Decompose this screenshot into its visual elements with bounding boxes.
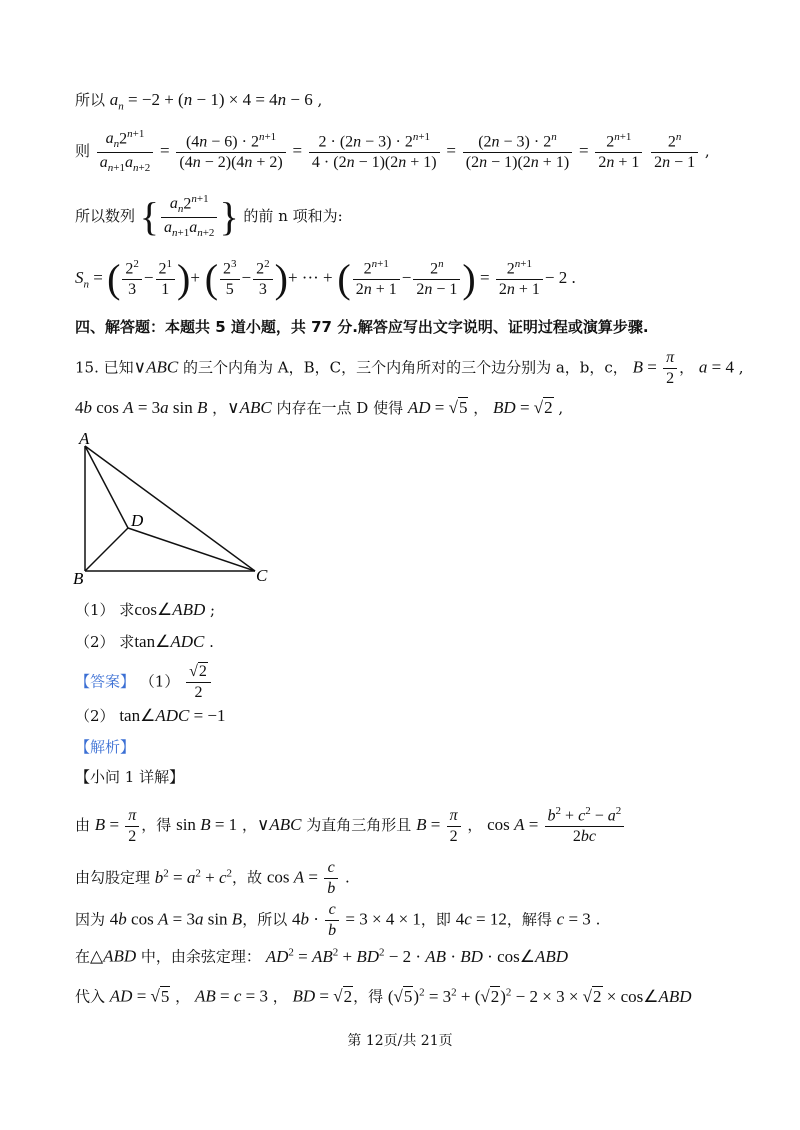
- side-AC: [85, 446, 255, 571]
- detail-label: 【小问 1 详解】: [75, 768, 185, 786]
- solution-step-4: 在△ABD 中，由余弦定理： $AD^2 = AB^2 + BD^2 - 2$ · AB · BD · cos∠ABD: [75, 946, 569, 966]
- label-A: A: [79, 429, 90, 448]
- section-heading: 四、解答题：本题共 5 道小题，共 77 分.解答应写出文字说明、证明过程或演算步骤.: [75, 318, 649, 336]
- analysis-label: 【解析】: [75, 738, 136, 756]
- answer-line-1: 【答案】 （1） $\frac{√2}{2}$: [75, 662, 213, 703]
- segment-DC: [128, 528, 255, 571]
- triangle-figure: [70, 428, 280, 588]
- solution-step-3: 因为 4b cos A = 3a sin B，所以 4b · $\frac{c}{b}$ = 3 × 4 × 1，即 4c = 12，解得 c = 3 .: [75, 901, 601, 939]
- question-15-line1: 15. 已知∨ABC 的三个内角为 A，B，C，三个内角所对的三个边分别为 a，b，c， B = $\frac{\pi}{2}$ ， a = 4 ,: [75, 349, 744, 387]
- solution-line-fraction-chain: 则 $\frac{a_n2^{n+1}}{a_{n+1}a_{n+2}}$ = $\frac{(4n - 6) \cdot 2^{n+1}}{(4n - 2)(4n + 2)}$ = $\frac{2 \cdot (2n - 3) \cdot 2^{n+1}}{4 \cdot (2n - 1)(2n + 1)}$ = $\frac{(2n - 3) \cdot 2^n}{(2n - 1)(2n + 1)}$ = $\frac{2^{n+1}}{2n + 1}$ $\frac{2^n}{2n - 1}$ ,: [75, 128, 710, 175]
- solution-step-5: 代入 AD = √5 ， AB = c = 3 ， BD = √2，得 $(√5)^2 = 3^2 + (√2)^2 - 2 \times 3 \times √2$ × cos∠ABD: [75, 986, 692, 1006]
- question-15-line2: 4b cos A = 3a sin B ，∨ABC 内存在一点 D 使得 AD = √5 ， BD = √2 ,: [75, 398, 564, 417]
- solution-line-sum: $S_n$ = ( $\frac{2^2}{3}$ − $\frac{2^1}{1}$ )+ ( $\frac{2^3}{5}$ − $\frac{2^2}{3}$ )+ ··· + ( $\frac{2^{n+1}}{2n + 1}$ − $\frac{2^n}{2n - 1}$ ) = $\frac{2^{n+1}}{2n + 1}$ − 2 .: [75, 256, 576, 302]
- page-footer: 第 12页/共 21页: [347, 1033, 453, 1049]
- label-B: B: [73, 569, 84, 588]
- segment-AD: [85, 446, 128, 528]
- solution-step-2: 由勾股定理 $b^2 = a^2 + c^2$，故 cos A = $\frac{c}{b}$ .: [75, 859, 350, 897]
- solution-step-1: 由 B = $\frac{\pi}{2}$ ，得 sin B = 1 ，∨ABC 为直角三角形且 B = $\frac{\pi}{2}$ ， cos A = $\frac{b^2 + c^2 - a^2}{2bc}$: [75, 805, 626, 847]
- solution-line-an: 所以 $a_n = -2 + (n - 1) \times 4 = 4n - 6$ ,: [75, 90, 323, 113]
- label-D: D: [131, 511, 144, 530]
- solution-line-sequence: 所以数列 { $\frac{a_n2^{n+1}}{a_{n+1}a_{n+2}}$ } 的前 n 项和为:: [75, 193, 343, 240]
- label-C: C: [256, 566, 268, 585]
- answer-line-2: （2） tan∠ADC = −1: [75, 706, 226, 725]
- segment-BD: [85, 528, 128, 571]
- sub-question-2: （2） 求tan∠ADC .: [75, 632, 214, 651]
- sub-question-1: （1） 求cos∠ABD ;: [75, 600, 216, 619]
